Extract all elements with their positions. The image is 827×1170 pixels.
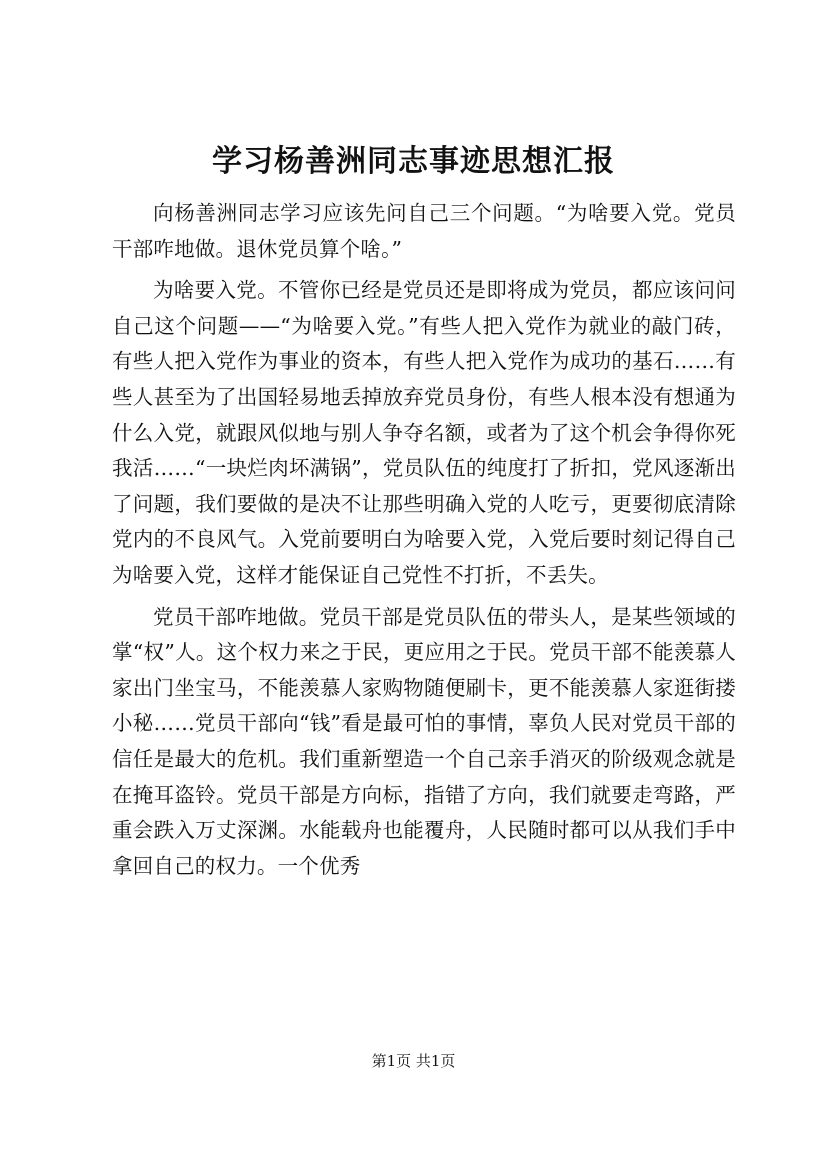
paragraph-why-join-party: 为啥要入党。不管你已经是党员还是即将成为党员，都应该问问自己这个问题——“为啥要入党。”有些人把入党作为就业的敲门砖，有些人把入党作为事业的资本，有些人把入党作为成功的基石……有些人甚至为了出国轻易地丢掉放弃党员身份，有些人根本没有想通为什么入党，就跟风似地与别人争夺名额，或者为了这个机会争得你死我活……“一块烂肉坏满锅”，党员队伍的纯度打了折扣，党风逐渐出了问题，我们要做的是决不让那些明确入党的人吃亏，更要彻底清除党内的不良风气。入党前要明白为啥要入党，入党后要时刻记得自己为啥要入党，这样才能保证自己党性不打折，不丢失。 bbox=[112, 278, 736, 587]
paragraph-intro: 向杨善洲同志学习应该先问自己三个问题。“为啥要入党。党员干部咋地做。退休党员算个啥。” bbox=[112, 201, 736, 261]
paragraph-how-cadres-act: 党员干部咋地做。党员干部是党员队伍的带头人，是某些领域的掌“权”人。这个权力来之于民，更应用之于民。党员干部不能羡慕人家出门坐宝马，不能羡慕人家购物随便刷卡，更不能羡慕人家逛街搂小秘……党员干部向“钱”看是最可怕的事情，辜负人民对党员干部的信任是最大的危机。我们重新塑造一个自己亲手消灭的阶级观念就是在掩耳盗铃。党员干部是方向标，指错了方向，我们就要走弯路，严重会跌入万丈深渊。水能载舟也能覆舟，人民随时都可以从我们手中拿回自己的权力。一个优秀 bbox=[112, 604, 736, 878]
page-footer: 第1页 共1页 bbox=[371, 1052, 456, 1070]
document-body bbox=[112, 196, 736, 890]
document-title: 学习杨善洲同志事迹思想汇报 bbox=[212, 144, 615, 179]
